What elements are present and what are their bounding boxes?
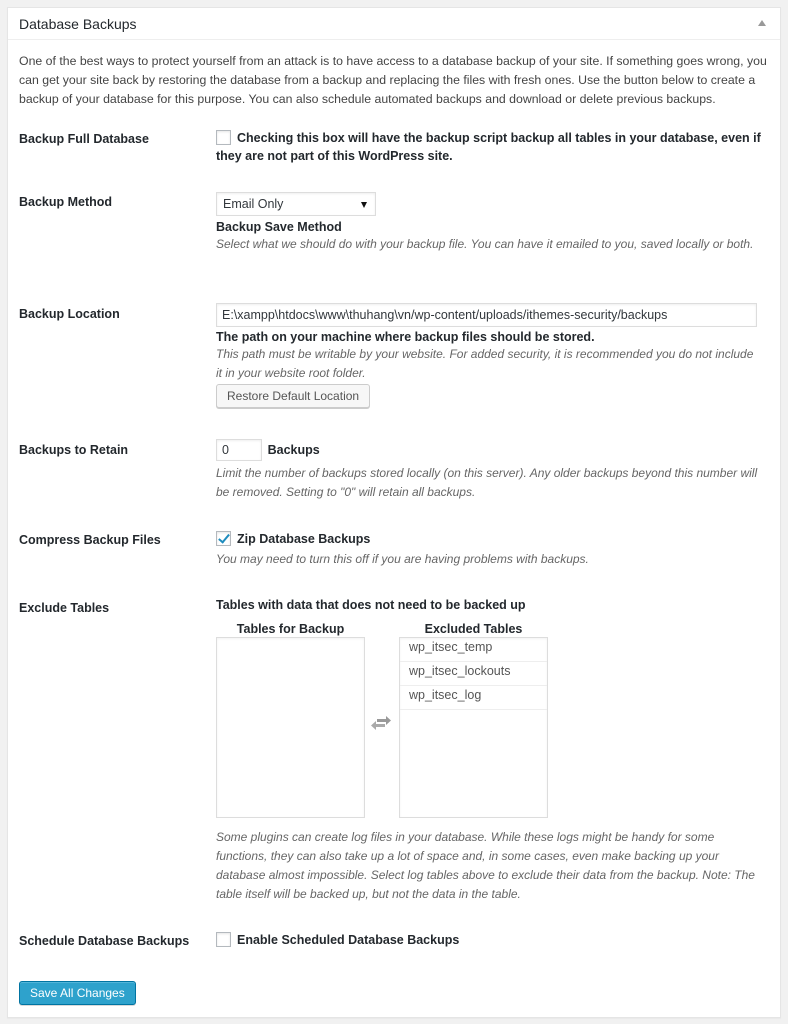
excluded-tables-list[interactable] <box>399 637 548 818</box>
backups-retain-input[interactable] <box>216 439 262 461</box>
compress-text: Zip Database Backups <box>237 532 371 546</box>
backups-retain-label: Backups to Retain <box>19 443 129 457</box>
panel-header[interactable] <box>8 8 780 40</box>
database-backups-panel <box>7 7 781 1018</box>
backups-retain-description: Limit the number of backups stored locally (on this server). Any older backups beyond this number will be removed. Setting to "0" will retain all backups. <box>216 466 758 499</box>
backup-location-input[interactable] <box>216 303 757 327</box>
compress-checkbox[interactable] <box>216 531 231 546</box>
restore-default-location-button[interactable]: Restore Default Location <box>216 384 370 408</box>
schedule-checkbox[interactable] <box>216 932 231 947</box>
excluded-tables-heading: Excluded Tables <box>424 622 523 636</box>
full-database-label: Backup Full Database <box>19 132 149 146</box>
row-backup-location <box>19 303 769 418</box>
exclude-tables-description: Some plugins can create log files in your database. While these logs might be handy for some functions, they can also take up a lot of space and, in some cases, even make backing up your database almost impossible. Select log tables above to exclude their data from the backup. Note: The table itself will be backed up, but not the data in the table. <box>216 830 755 901</box>
row-backup-method <box>19 192 769 282</box>
compress-field <box>216 530 761 569</box>
excluded-table-item[interactable]: wp_itsec_lockouts <box>400 662 547 686</box>
excluded-table-item[interactable]: wp_itsec_log <box>400 686 547 710</box>
row-exclude-tables <box>19 598 769 908</box>
backup-location-description: This path must be writable by your website. For added security, it is recommended you do not include it in your website root folder. <box>216 347 754 380</box>
tables-for-backup-heading: Tables for Backup <box>236 622 345 636</box>
backup-location-field <box>216 303 761 408</box>
backup-method-select[interactable] <box>216 192 376 216</box>
full-database-text: Checking this box will have the backup script backup all tables in your database, even if they are not part of this WordPress site. <box>216 131 761 163</box>
row-schedule <box>19 931 769 955</box>
dropdown-arrow-icon <box>361 202 367 208</box>
schedule-text: Enable Scheduled Database Backups <box>237 933 460 947</box>
backup-method-label: Backup Method <box>19 195 113 209</box>
schedule-field <box>216 931 761 949</box>
excluded-table-item[interactable]: wp_itsec_temp <box>400 638 547 662</box>
full-database-checkbox[interactable] <box>216 130 231 145</box>
backup-location-heading: The path on your machine where backup files should be stored. <box>216 330 595 344</box>
schedule-label: Schedule Database Backups <box>19 934 190 948</box>
tables-for-backup-list[interactable] <box>216 637 365 818</box>
panel-title: Database Backups <box>19 16 137 32</box>
collapse-toggle-icon[interactable] <box>758 20 766 26</box>
exclude-tables-label: Exclude Tables <box>19 601 110 615</box>
row-full-database <box>19 129 769 169</box>
full-database-field <box>216 129 761 165</box>
row-backups-retain <box>19 439 769 509</box>
backups-retain-field <box>216 439 761 502</box>
save-all-changes-button[interactable]: Save All Changes <box>19 981 136 1005</box>
row-compress <box>19 530 769 575</box>
backup-method-selected: Email Only <box>223 197 284 211</box>
backups-retain-unit: Backups <box>267 443 320 457</box>
backup-method-description: Select what we should do with your backup file. You can have it emailed to you, saved locally or both. <box>216 237 754 251</box>
compress-label: Compress Backup Files <box>19 533 161 547</box>
backup-location-label: Backup Location <box>19 307 120 321</box>
backup-save-method-heading: Backup Save Method <box>216 220 342 234</box>
swap-arrows-icon <box>371 716 391 730</box>
compress-description: You may need to turn this off if you are having problems with backups. <box>216 552 589 566</box>
backup-method-field <box>216 192 761 254</box>
exclude-tables-heading: Tables with data that does not need to be backed up <box>216 598 526 612</box>
panel-intro: One of the best ways to protect yourself from an attack is to have access to a database backup of your site. If something goes wrong, you can get your site back by restoring the database from a backup and replacing the files with fresh ones. Use the button below to create a backup of your database for this purpose. You can also schedule automated backups and download or delete previous backups. <box>19 54 767 106</box>
exclude-tables-field <box>216 598 761 908</box>
